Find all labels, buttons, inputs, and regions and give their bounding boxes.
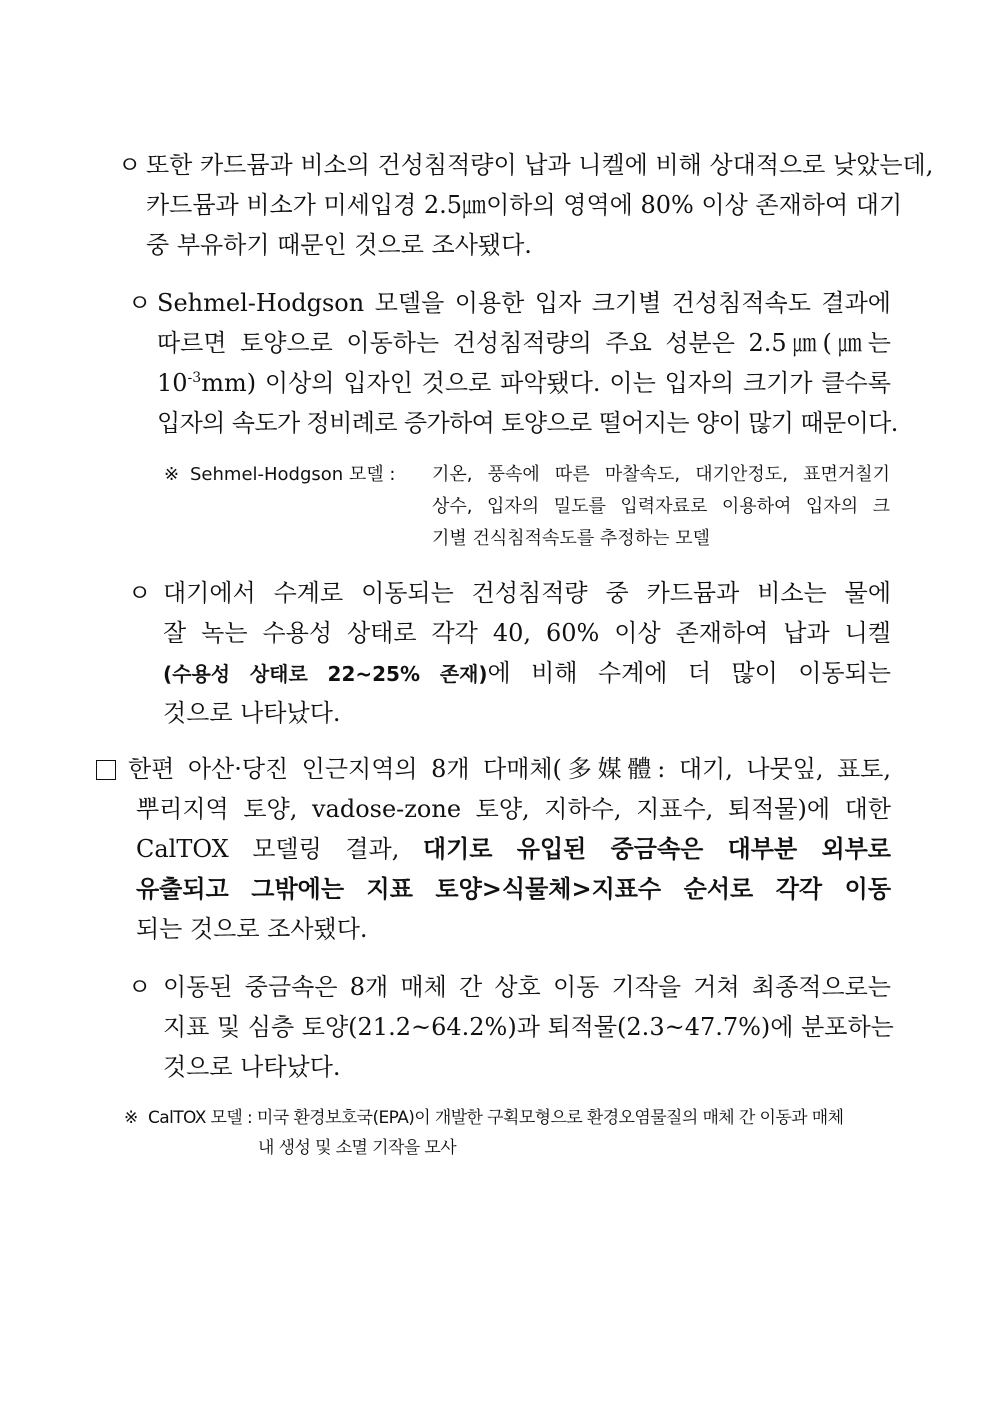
note-1-line-2: 상수, 입자의 밀도를 입력자료로 이용하여 입자의 크 [432,496,890,517]
note-2-line-2: 내 생성 및 소멸 기작을 모사 [258,1138,457,1158]
paragraph-4-line-4: 유출되고 그밖에는 지표 토양>식물체>지표수 순서로 각각 이동 [136,874,891,903]
bullet-marker: ㅇ [128,579,152,607]
paragraph-1-line-2: 카드뮴과 비소가 미세입경 2.5㎛이하의 영역에 80% 이상 존재하여 대기 [146,191,903,219]
note-mark: ※ [164,464,180,485]
exponent-power: -3 [187,370,202,386]
note-1-term: Sehmel-Hodgson 모델 : [190,464,396,485]
paragraph-3-line-4: 것으로 나타났다. [163,699,341,727]
paragraph-3-line-2: 잘 녹는 수용성 상태로 각각 40, 60% 이상 존재하여 납과 니켈 [163,619,891,647]
paragraph-3-bold-note: (수용성 상태로 22~25% 존재) [163,662,488,686]
note-1-line-1: 기온, 풍속에 따른 마찰속도, 대기안정도, 표면거칠기 [432,464,890,485]
paragraph-4-line-5: 되는 것으로 조사됐다. [136,915,368,943]
paragraph-5-line-1: 이동된 중금속은 8개 매체 간 상호 이동 기작을 거쳐 최종적으로는 [163,973,891,1001]
paragraph-2-line-3 [157,366,891,400]
paragraph-3-line-3-rest: 에 비해 수계에 더 많이 이동되는 [487,659,891,687]
paragraph-4-line-1: 한편 아산·당진 인근지역의 8개 다매체(多媒體: 대기, 나뭇잎, 표토, [128,755,891,783]
paragraph-3-line-1: 대기에서 수계로 이동되는 건성침적량 중 카드뮴과 비소는 물에 [163,579,891,607]
square-bullet-icon [96,760,116,780]
exponent-base: 10 [157,369,188,397]
bullet-marker: ㅇ [128,289,152,317]
paragraph-1-line-3: 중 부유하기 때문인 것으로 조사됐다. [146,231,532,259]
paragraph-2-line-3-rest: mm) 이상의 입자인 것으로 파악됐다. 이는 입자의 크기가 클수록 [201,369,891,397]
paragraph-4-line-3-normal: CalTOX 모델링 결과, [136,835,423,863]
paragraph-4-line-3-bold: 대기로 유입된 중금속은 대부분 외부로 [422,834,891,863]
paragraph-5-line-2: 지표 및 심층 토양(21.2~64.2%)과 퇴적물(2.3~47.7%)에 분포하는 [163,1013,894,1041]
note-1-line-3: 기별 건식침적속도를 추정하는 모델 [432,528,710,549]
paragraph-2-line-4: 입자의 속도가 정비례로 증가하여 토양으로 떨어지는 양이 많기 때문이다. [157,409,898,437]
paragraph-1-line-1: 또한 카드뮴과 비소의 건성침적량이 납과 니켈에 비해 상대적으로 낮았는데, [146,151,934,179]
bullet-marker: ㅇ [128,973,152,1001]
paragraph-5-line-3: 것으로 나타났다. [163,1053,341,1081]
paragraph-4-line-3 [136,832,891,866]
paragraph-2-line-1: Sehmel-Hodgson 모델을 이용한 입자 크기별 건성침적속도 결과에 [157,289,891,317]
note-mark: ※ [124,1108,138,1128]
bullet-marker: ㅇ [118,151,142,179]
paragraph-3-line-3 [163,656,891,691]
paragraph-4-line-2: 뿌리지역 토양, vadose-zone 토양, 지하수, 지표수, 퇴적물)에 대한 [136,795,891,823]
paragraph-2-line-2: 따르면 토양으로 이동하는 건성침적량의 주요 성분은 2.5㎛(㎛는 [157,329,891,357]
note-2-line-1: CalTOX 모델 : 미국 환경보호국(EPA)이 개발한 구획모형으로 환경오염물질의 매체 간 이동과 매체 [148,1108,844,1128]
